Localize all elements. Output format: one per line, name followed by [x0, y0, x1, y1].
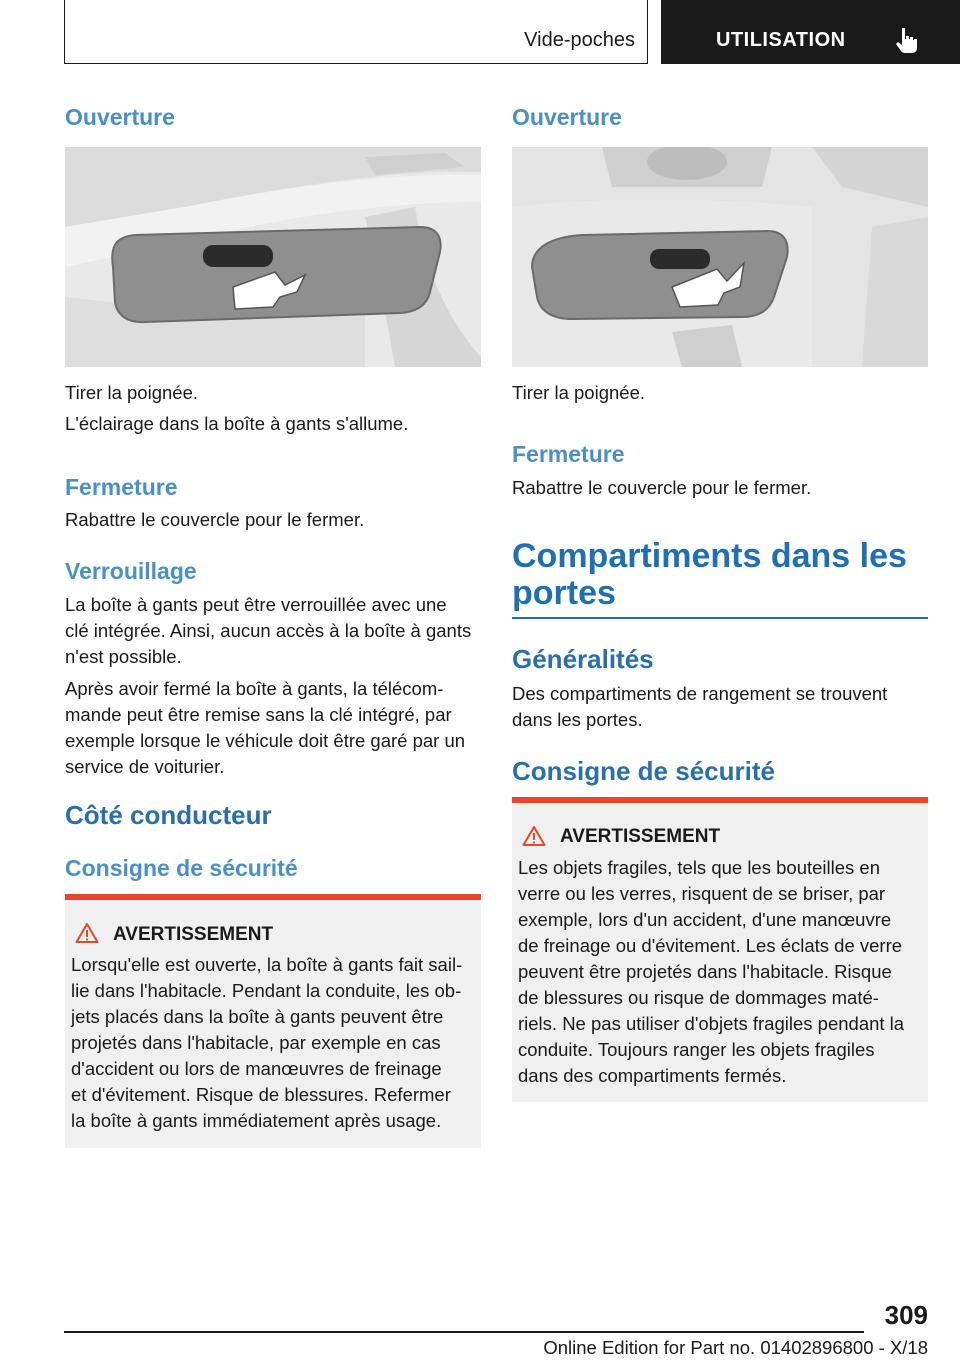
general-text-line: dans les portes.	[512, 709, 643, 730]
warning-bar	[512, 797, 928, 803]
warning-line: de blessures ou risque de dommages maté‐	[518, 987, 879, 1008]
warning-line: et d'évitement. Risque de blessures. Refermer	[71, 1084, 451, 1105]
warning-line: jets placés dans la boîte à gants peuvent être	[71, 1006, 444, 1027]
header-chapter-box	[661, 0, 960, 64]
closing-text: Rabattre le couvercle pour le fermer.	[65, 509, 365, 530]
glovebox-photo-driver	[512, 147, 928, 367]
heading-opening: Ouverture	[512, 104, 622, 130]
heading-safety-note: Consigne de sécurité	[65, 855, 298, 881]
glovebox-photo-passenger	[65, 147, 481, 367]
warning-line: d'accident ou lors de manœuvres de freinage	[71, 1058, 442, 1079]
lock-text-line: service de voiturier.	[65, 756, 225, 777]
page-number: 309	[884, 1300, 928, 1330]
glovebox-illustration	[65, 147, 481, 367]
heading-driver-side: Côté conducteur	[65, 800, 272, 830]
footer-edition: Online Edition for Part no. 01402896800 - X/18	[543, 1337, 928, 1358]
heading-lock: Verrouillage	[65, 558, 197, 584]
heading-closing: Fermeture	[512, 441, 625, 467]
lock-text-line: mande peut être remise sans la clé intégré, par	[65, 704, 452, 725]
warning-line: conduite. Toujours ranger les objets fragiles	[518, 1039, 875, 1060]
warning-line: la boîte à gants immédiatement après usage.	[71, 1110, 442, 1131]
warning-triangle-icon	[522, 825, 546, 847]
heading-general: Généralités	[512, 644, 654, 674]
opening-step: Tirer la poignée.	[65, 382, 198, 403]
heading-rule	[512, 617, 928, 619]
heading-safety-note: Consigne de sécurité	[512, 756, 775, 786]
opening-step: Tirer la poignée.	[512, 382, 645, 403]
warning-line: dans des compartiments fermés.	[518, 1065, 787, 1086]
closing-text: Rabattre le couvercle pour le fermer.	[512, 477, 812, 498]
pointing-hand-icon	[895, 26, 919, 54]
driver-compartment-illustration	[512, 147, 928, 367]
lock-text-line: La boîte à gants peut être verrouillée avec une	[65, 594, 447, 615]
warning-line: verre ou les verres, risquent de se briser, par	[518, 883, 886, 904]
lock-text-line: n'est possible.	[65, 646, 182, 667]
heading-opening: Ouverture	[65, 104, 175, 130]
warning-line: de freinage ou d'évitement. Les éclats de verre	[518, 935, 903, 956]
general-text-line: Des compartiments de rangement se trouvent	[512, 683, 888, 704]
warning-box	[512, 797, 928, 1102]
warning-bar	[65, 894, 481, 900]
lock-text-line: Après avoir fermé la boîte à gants, la télécom‐	[65, 678, 444, 699]
warning-line: peuvent être projetés dans l'habitacle. Risque	[518, 961, 892, 982]
warning-line: Les objets fragiles, tels que les bouteilles en	[518, 857, 880, 878]
warning-triangle-icon	[75, 922, 99, 944]
warning-line: projetés dans l'habitacle, par exemple en cas	[71, 1032, 441, 1053]
warning-line: Lorsqu'elle est ouverte, la boîte à gants fait sail‐	[71, 954, 463, 975]
heading-closing: Fermeture	[65, 474, 178, 500]
warning-box	[65, 894, 481, 1148]
heading-door-compartments-line2: portes	[512, 574, 616, 612]
header-section-title: Vide-poches	[524, 29, 635, 51]
heading-door-compartments-line1: Compartiments dans les	[512, 537, 907, 575]
warning-title: AVERTISSEMENT	[560, 826, 721, 847]
header-section-box	[64, 0, 648, 64]
lock-text-line: exemple lorsque le véhicule doit être garé par un	[65, 730, 466, 751]
opening-note: L'éclairage dans la boîte à gants s'allume.	[65, 413, 409, 434]
warning-line: exemple, lors d'un accident, d'une manœuvre	[518, 909, 892, 930]
lock-text-line: clé intégrée. Ainsi, aucun accès à la boîte à gants	[65, 620, 472, 641]
footer-rule	[64, 1331, 864, 1333]
warning-line: lie dans l'habitacle. Pendant la conduite, les ob‐	[71, 980, 462, 1001]
warning-line: riels. Ne pas utiliser d'objets fragiles pendant la	[518, 1013, 905, 1034]
heading-door-compartments	[512, 538, 907, 612]
header-chapter-title: UTILISATION	[716, 29, 846, 51]
warning-title: AVERTISSEMENT	[113, 924, 274, 945]
